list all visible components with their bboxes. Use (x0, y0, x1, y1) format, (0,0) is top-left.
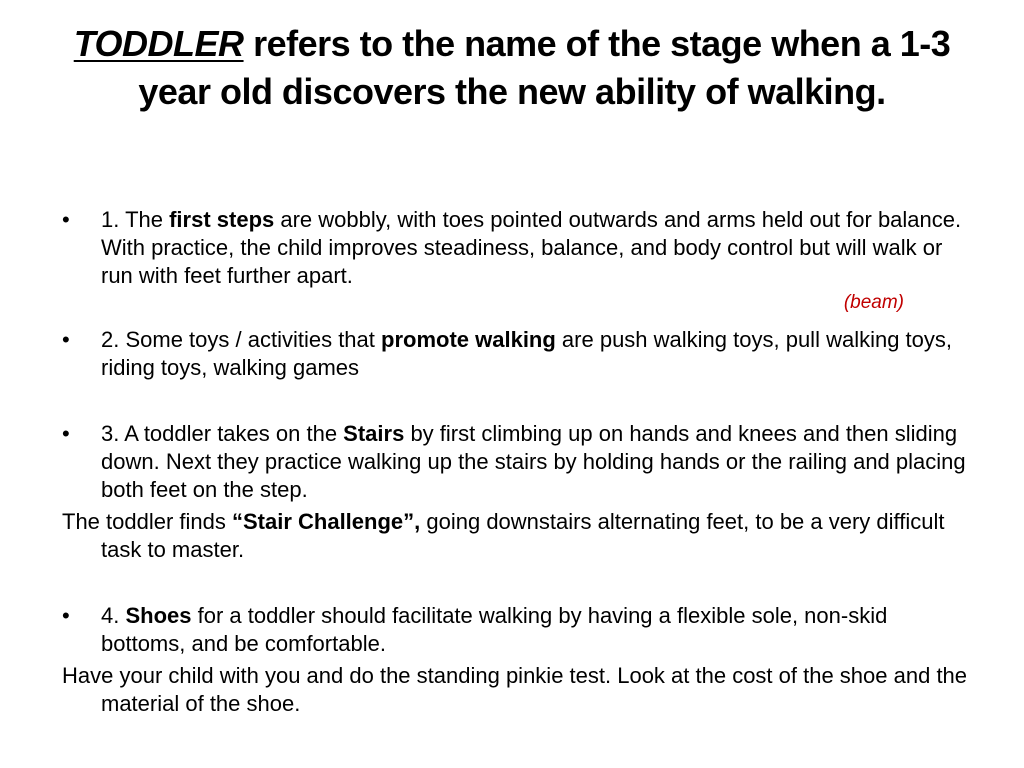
spacer (62, 382, 972, 420)
point-2-keyword: promote walking (381, 327, 556, 352)
spacer (62, 564, 972, 602)
point-1-keyword: first steps (169, 207, 275, 232)
title-text: refers to the name of the stage when a 1-3 year old discovers the new ability of walking. (138, 23, 951, 112)
slide-body (62, 206, 972, 718)
bullet-point-1 (62, 206, 972, 290)
point-4-prefix: 4. (101, 603, 126, 628)
point-3-keyword: Stairs (343, 421, 405, 446)
title-term: TODDLER (73, 23, 244, 64)
point-3-text: by first climbing up on hands and knees and then sliding down. Next they practice walking up the stairs by holding hands or the railing and placing both feet on the step. (101, 421, 966, 502)
bullet-point-3 (62, 420, 972, 504)
point-1-text: are wobbly, with toes pointed outwards and arms held out for balance. With practice, the child improves steadiness, balance, and body control but will walk or run with feet further apart. (101, 207, 962, 288)
shoe-test-note: Have your child with you and do the standing pinkie test. Look at the cost of the shoe and the material of the shoe. (62, 663, 968, 716)
bullet-icon: • (62, 603, 70, 628)
point-2-prefix: 2. Some toys / activities that (101, 327, 382, 352)
bullet-icon: • (62, 421, 70, 446)
bullet-point-4 (62, 602, 972, 658)
stair-note-keyword: “Stair Challenge”, (231, 509, 421, 534)
beam-note: (beam) (843, 292, 904, 313)
stair-note-prefix: The toddler finds (62, 509, 232, 534)
slide-title (40, 20, 984, 116)
point-4-keyword: Shoes (125, 603, 192, 628)
bullet-icon: • (62, 207, 70, 232)
point-3-prefix: 3. A toddler takes on the (101, 421, 344, 446)
point-1-prefix: 1. The (101, 207, 170, 232)
point-2-text: are push walking toys, pull walking toys, riding toys, walking games (101, 327, 953, 380)
bullet-point-2 (62, 326, 972, 382)
point-4-text: for a toddler should facilitate walking by having a flexible sole, non-skid bottoms, and be comfortable. (101, 603, 888, 656)
bullet-icon: • (62, 327, 70, 352)
stair-challenge-note (62, 508, 972, 564)
stair-note-text: going downstairs alternating feet, to be a very difficult task to master. (101, 509, 945, 562)
spacer (62, 316, 972, 326)
